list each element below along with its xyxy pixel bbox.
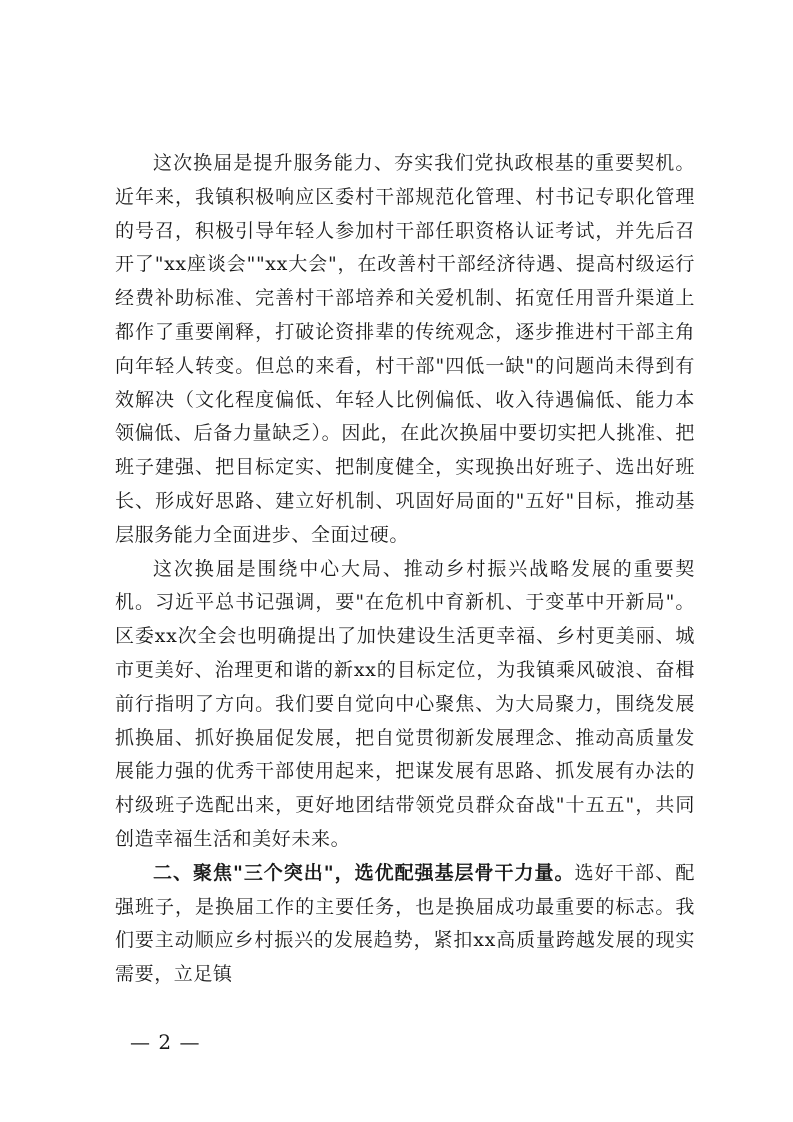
section-text: 选好干部、配强班子，是换届工作的主要任务，也是换届成功最重要的标志。我们要主动顺应乡村振兴的发展趋势，紧扣xx高质量跨越发展的现实需要，立足镇: [115, 861, 695, 986]
paragraph-3: [115, 857, 695, 992]
document-body: [115, 147, 695, 992]
section-heading: 二、聚焦"三个突出"，选优配强基层骨干力量。: [153, 861, 575, 884]
paragraph-2: 这次换届是围绕中心大局、推动乡村振兴战略发展的重要契机。习近平总书记强调，要"在危机中育新机、于变革中开新局"。区委xx次全会也明确提出了加快建设生活更幸福、乡村更美丽、城市更美好、治理更和谐的新xx的目标定位，为我镇乘风破浪、奋楫前行指明了方向。我们要自觉向中心聚焦、为大局聚力，围绕发展抓换届、抓好换届促发展，把自觉贯彻新发展理念、推动高质量发展能力强的优秀干部使用起来，把谋发展有思路、抓发展有办法的村级班子选配出来，更好地团结带领党员群众奋战"十五五"，共同创造幸福生活和美好未来。: [115, 557, 695, 850]
page-number: — 2 —: [130, 1030, 201, 1054]
paragraph-1: 这次换届是提升服务能力、夯实我们党执政根基的重要契机。近年来，我镇积极响应区委村干部规范化管理、村书记专职化管理的号召，积极引导年轻人参加村干部任职资格认证考试，并先后召开了"xx座谈会""xx大会"，在改善村干部经济待遇、提高村级运行经费补助标准、完善村干部培养和关爱机制、拓宽任用晋升渠道上都作了重要阐释，打破论资排辈的传统观念，逐步推进村干部主角向年轻人转变。但总的来看，村干部"四低一缺"的问题尚未得到有效解决（文化程度偏低、年轻人比例偏低、收入待遇偏低、能力本领偏低、后备力量缺乏）。因此，在此次换届中要切实把人挑准、把班子建强、把目标定实、把制度健全，实现换出好班子、选出好班长、形成好思路、建立好机制、巩固好局面的"五好"目标，推动基层服务能力全面进步、全面过硬。: [115, 152, 695, 546]
